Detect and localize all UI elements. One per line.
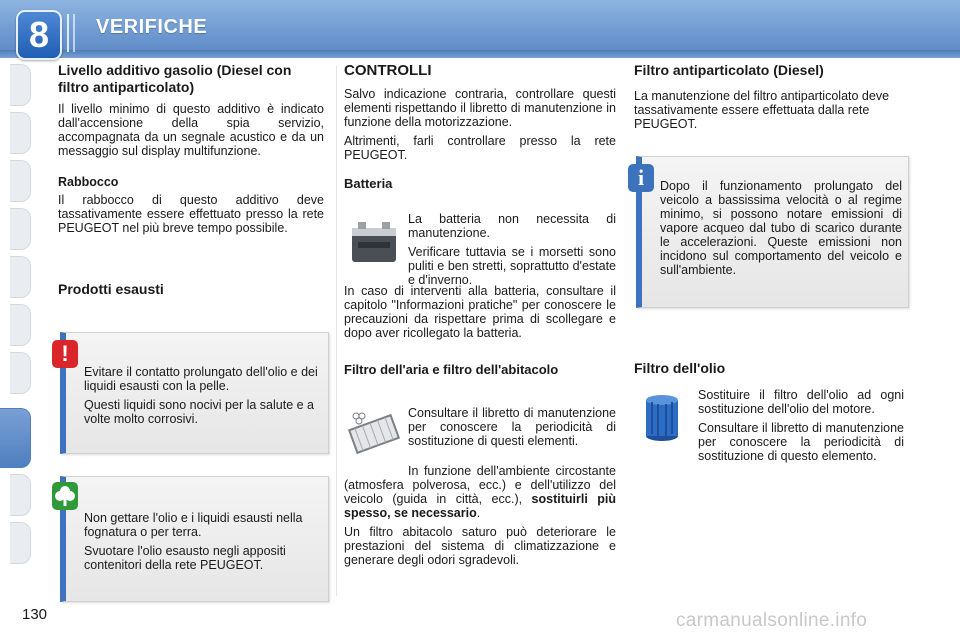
chapter-tab-8-active[interactable] [0,408,31,468]
chapter-tab-7[interactable] [10,352,31,394]
air-filter-title: Filtro dell'aria e filtro dell'abitacolo [344,362,559,377]
chapter-tab-4[interactable] [10,208,31,250]
column-divider [336,66,337,596]
warning-text-2: Questi liquidi sono nocivi per la salute e a volte molto corrosivi. [84,398,314,426]
battery-note [344,284,616,378]
air-filter-side-text [408,406,616,453]
battery-text-2: Verificare tuttavia se i morsetti sono puliti e ben stretti, soprattutto d'estate e d'inverno. [408,245,616,287]
air-filter-text-2 [344,464,616,520]
chapter-tab-5[interactable] [10,256,31,298]
left-column [58,62,324,298]
air-filter-text-3: Un filtro abitacolo saturo può deteriorare le prestazioni del sistema di climatizzazione e generare degli odori sgradevoli. [344,525,616,567]
battery-text-3: In caso di interventi alla batteria, consultare il capitolo "Informazioni pratiche" per conoscere le precauzioni da rispettare prima di scollegare e dopo aver ricollegato la batteria. [344,284,616,340]
oil-filter-section [634,360,904,377]
chapter-tab-6[interactable] [10,304,31,346]
chapter-number-badge: 8 [16,10,62,60]
environment-tree-icon [52,482,78,510]
right-column [634,62,904,136]
page-number: 130 [22,606,48,623]
oil-filter-title: Filtro dell'olio [634,360,726,376]
refill-title: Rabbocco [58,175,119,189]
warning-icon: ! [52,340,78,368]
air-filter-text-2-end: . [476,506,481,520]
additive-level-title: Livello additivo gasolio (Diesel con filtro antiparticolato) [58,62,292,95]
air-filter-text-2-start: In funzione dell'ambiente circostante (atmosfera polverosa, ecc.) e dell'utilizzo del veicolo (guida in città, ecc.), [344,464,616,506]
particulate-filter-text: La manutenzione del filtro antiparticolato deve tassativamente essere effettuata dalla rete PEUGEOT. [634,89,890,131]
warning-note-box [60,332,329,454]
waste-products-title: Prodotti esausti [58,281,164,297]
chapter-tab-1[interactable] [10,64,31,106]
air-filter-text-1: Consultare il libretto di manutenzione per conoscere la periodicità di sostituzione di questi elementi. [408,406,616,448]
battery-side-text [408,212,616,292]
chapter-tab-10[interactable] [10,522,31,564]
additive-level-text: Il livello minimo di questo additivo è indicato dall'accensione della spia servizio, accompagnata da un segnale acustico e da un messaggio sul display multifunzione. [58,102,324,158]
chapter-tabs [0,60,32,580]
page-title: VERIFICHE [96,16,208,38]
checks-title: CONTROLLI [344,62,432,79]
header-divider-stripes [64,14,80,52]
battery-icon [346,216,402,268]
checks-intro-1: Salvo indicazione contraria, controllare questi elementi rispettando il libretto di manutenzione in funzione della motorizzazione. [344,87,616,129]
battery-title: Batteria [344,176,393,191]
air-filter-icon [346,408,402,456]
chapter-tab-9[interactable] [10,474,31,516]
header-band [0,50,960,58]
info-icon: i [628,164,654,192]
refill-text: Il rabbocco di questo additivo deve tassativamente essere effettuato presso la rete PEUGEOT nel più breve tempo possibile. [58,193,324,235]
watermark: carmanualsonline.info [676,610,868,631]
oil-filter-icon [640,392,684,442]
info-text: Dopo il funzionamento prolungato del veicolo a bassissima velocità o al regime minimo, si possono notare emissioni di vapore acqueo dal tubo di scarico durante le accelerazioni. Queste emissioni non incidono sul comportamento del veicolo e sull'ambiente. [660,179,902,277]
oil-filter-text-2: Consultare il libretto di manutenzione per conoscere la periodicità di sostituzione di questo elemento. [698,421,904,463]
particulate-filter-title: Filtro antiparticolato (Diesel) [634,62,824,78]
environment-note-box [60,476,329,602]
oil-filter-side-text [698,388,904,468]
chapter-tab-3[interactable] [10,160,31,202]
warning-text-1: Evitare il contatto prolungato dell'olio e dei liquidi esausti con la pelle. [84,365,318,393]
environment-text-1: Non gettare l'olio e i liquidi esausti nella fognatura o per terra. [84,511,303,539]
battery-text-1: La batteria non necessita di manutenzione. [408,212,616,240]
oil-filter-text-1: Sostituire il filtro dell'olio ad ogni sostituzione dell'olio del motore. [698,388,904,416]
air-filter-text-2-bold: sostituirli più spesso, se necessario [344,492,616,520]
middle-column [344,62,616,192]
environment-text-2: Svuotare l'olio esausto negli appositi contenitori della rete PEUGEOT. [84,544,286,572]
checks-intro-2: Altrimenti, farli controllare presso la rete PEUGEOT. [344,134,616,162]
info-note-box [636,156,909,308]
air-filter-note [344,464,616,572]
chapter-tab-2[interactable] [10,112,31,154]
